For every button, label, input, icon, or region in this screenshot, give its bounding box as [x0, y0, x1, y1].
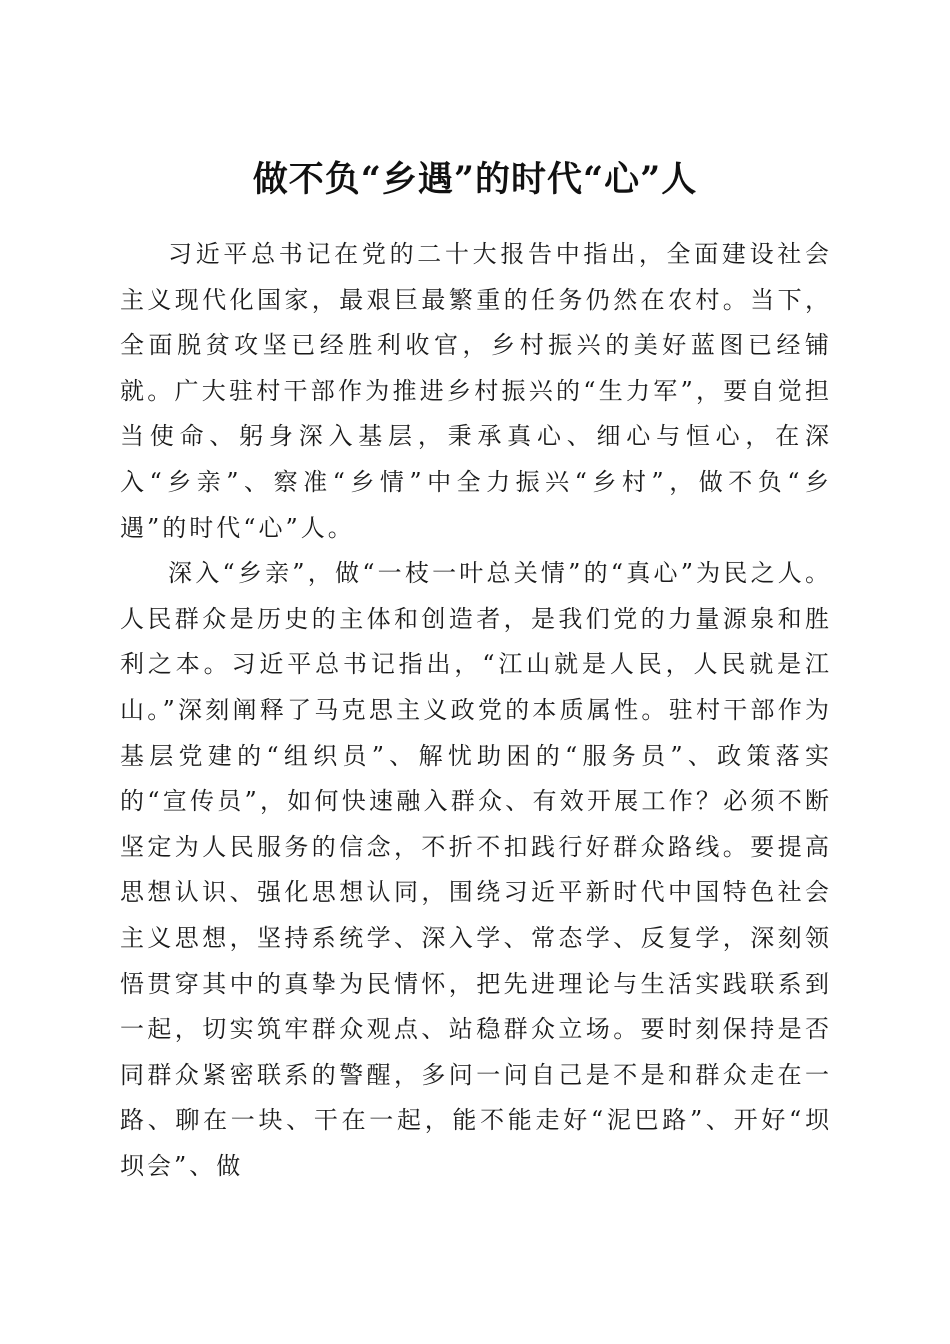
document-title: 做不负“乡遇”的时代“心”人: [252, 159, 698, 201]
paragraph-deep-into-villagers: 深入“乡亲”，做“一枝一叶总关情”的“真心”为民之人。人民群众是历史的主体和创造者，是我们党的力量源泉和胜利之本。习近平总书记指出，“江山就是人民，人民就是江山。”深刻阐释了马克思主义政党的本质属性。驻村干部作为基层党建的“组织员”、解忧助困的“服务员”、政策落实的“宣传员”，如何快速融入群众、有效开展工作？必须不断坚定为人民服务的信念，不折不扣践行好群众路线。要提高思想认识、强化思想认同，围绕习近平新时代中国特色社会主义思想，坚持系统学、深入学、常态学、反复学，深刻领悟贯穿其中的真挚为民情怀，把先进理论与生活实践联系到一起，切实筑牢群众观点、站稳群众立场。要时刻保持是否同群众紧密联系的警醒，多问一问自己是不是和群众走在一路、聊在一块、干在一起，能不能走好“泥巴路”、开好“坝坝会”、做: [120, 559, 832, 1180]
document-body: [120, 232, 832, 1189]
paragraph-intro: 习近平总书记在党的二十大报告中指出，全面建设社会主义现代化国家，最艰巨最繁重的任务仍然在农村。当下，全面脱贫攻坚已经胜利收官，乡村振兴的美好蓝图已经铺就。广大驻村干部作为推进乡村振兴的“生力军”，要自觉担当使命、躬身深入基层，秉承真心、细心与恒心，在深入“乡亲”、察准“乡情”中全力振兴“乡村”，做不负“乡遇”的时代“心”人。: [120, 240, 832, 542]
